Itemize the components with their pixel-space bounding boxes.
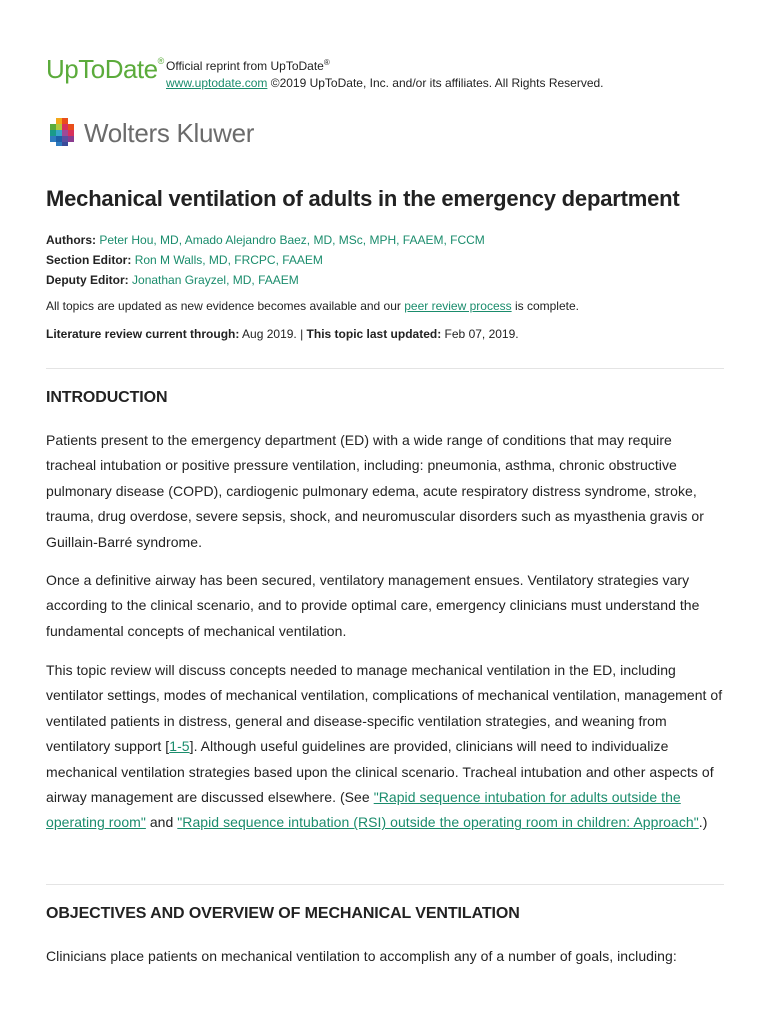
wolters-kluwer-mark-icon	[46, 116, 78, 148]
intro-p3-text-b: ]. Although useful guidelines are provided, clinicians will need to individualize mechanical ventilation strategies based upon the clinical scenario. Tracheal intubation and other aspects of airway management are discussed elsewhere. (See	[46, 738, 714, 806]
article-title: Mechanical ventilation of adults in the emergency department	[46, 186, 680, 211]
section-editor-label: Section Editor:	[46, 253, 132, 267]
copyright-text: ©2019 UpToDate, Inc. and/or its affiliates. All Rights Reserved.	[267, 76, 604, 90]
peer-review-link[interactable]: peer review process	[404, 299, 512, 313]
logo-registered-mark: ®	[157, 56, 164, 66]
reprint-registered-mark: ®	[323, 58, 330, 67]
authors-value[interactable]: Peter Hou, MD, Amado Alejandro Baez, MD, MSc, MPH, FAAEM, FCCM	[99, 233, 485, 247]
last-updated-value: Feb 07, 2019.	[441, 327, 519, 341]
lit-review-value: Aug 2019. |	[239, 327, 307, 341]
intro-paragraph-2: Once a definitive airway has been secured, ventilatory management ensues. Ventilatory strategies vary according to the clinical scenario, and to provide optimal care, emergency clinicians must understand the fundamental concepts of mechanical ventilation.	[46, 572, 700, 639]
uptodate-site-link[interactable]: www.uptodate.com	[166, 76, 268, 90]
section-editor-line	[46, 250, 726, 270]
last-updated-label: This topic last updated:	[306, 327, 442, 341]
deputy-editor-line	[46, 270, 726, 290]
update-note	[46, 297, 736, 315]
reprint-line: Official reprint from UpToDate	[166, 59, 324, 73]
update-note-end: is complete.	[511, 299, 579, 313]
intro-p3-end: .)	[698, 814, 708, 831]
divider	[46, 884, 724, 885]
intro-p3-text-a: This topic review will discuss concepts needed to manage mechanical ventilation in the ED, including ventilator settings, modes of mechanical ventilation, complications of mechanical ventilation, management of ventilated patients in distress, general and disease-specific ventilation strategies, and weaning from ventilatory support [	[46, 662, 723, 755]
review-dates	[46, 325, 519, 343]
authors-label: Authors:	[46, 233, 96, 247]
intro-paragraph-1: Patients present to the emergency department (ED) with a wide range of conditions that may require tracheal intubation or positive pressure ventilation, including: pneumonia, asthma, chronic obstructive pulmonary disease (COPD), cardiogenic pulmonary edema, acute respiratory distress syndrome, stroke, trauma, drug overdose, severe sepsis, shock, and neuromuscular disorders such as myasthenia gravis or Guillain-Barré syndrome.	[46, 432, 704, 550]
rsi-adults-link[interactable]: "Rapid sequence intubation for adults outside the operating room"	[46, 789, 681, 831]
intro-p3-and: and	[145, 814, 178, 831]
update-note-text: All topics are updated as new evidence becomes available and our	[46, 299, 405, 313]
uptodate-logo	[46, 54, 164, 85]
article-credits	[46, 230, 726, 290]
publisher-name: Wolters Kluwer	[84, 118, 255, 148]
objectives-heading: OBJECTIVES AND OVERVIEW OF MECHANICAL VENTILATION	[46, 905, 520, 922]
page-header	[46, 52, 746, 92]
logo-text: UpToDate	[46, 54, 158, 84]
section-editor-value[interactable]: Ron M Walls, MD, FRCPC, FAAEM	[134, 253, 323, 267]
reprint-notice	[166, 54, 604, 92]
deputy-editor-label: Deputy Editor:	[46, 273, 129, 287]
lit-review-label: Literature review current through:	[46, 327, 240, 341]
intro-paragraph-3	[46, 658, 726, 836]
deputy-editor-value[interactable]: Jonathan Grayzel, MD, FAAEM	[132, 273, 299, 287]
authors-line	[46, 230, 726, 250]
rsi-children-link[interactable]: "Rapid sequence intubation (RSI) outside the operating room in children: Approach"	[177, 814, 699, 831]
introduction-heading: INTRODUCTION	[46, 389, 168, 406]
reference-link-1-5[interactable]: 1-5	[169, 738, 190, 755]
objectives-paragraph-1: Clinicians place patients on mechanical ventilation to accomplish any of a number of goals, including:	[46, 948, 677, 964]
divider	[46, 368, 724, 369]
